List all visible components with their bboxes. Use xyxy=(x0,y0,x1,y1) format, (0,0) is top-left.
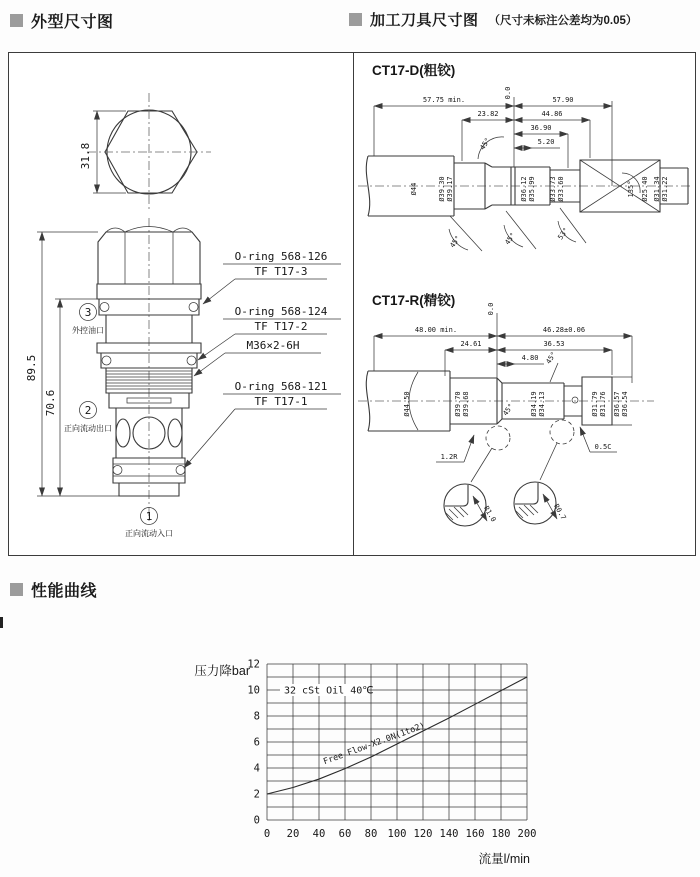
scan-edge-artifact xyxy=(0,617,3,628)
svg-text:Ø36.54: Ø36.54 xyxy=(621,391,629,417)
section-bullet-icon xyxy=(10,14,23,27)
svg-text:36.53: 36.53 xyxy=(543,340,565,348)
ct17d-angle-callouts xyxy=(448,208,586,251)
ct17r-datum: 0.0 xyxy=(487,302,495,316)
svg-text:0: 0 xyxy=(263,828,271,840)
ct17d-datum: 0.0 xyxy=(504,86,512,100)
oring-callout-3 xyxy=(184,380,341,468)
tooling-tolerance-note: （尺寸未标注公差均为0.05） xyxy=(488,14,638,27)
svg-text:180: 180 xyxy=(491,828,511,840)
outline-section-header xyxy=(10,9,114,32)
svg-text:Ø44: Ø44 xyxy=(410,182,418,196)
port-2-label xyxy=(64,402,112,434)
drawings-frame xyxy=(8,52,696,556)
svg-text:4: 4 xyxy=(253,762,260,775)
svg-text:TF T17-1: TF T17-1 xyxy=(254,395,308,408)
svg-text:1.2R: 1.2R xyxy=(440,453,458,461)
svg-text:Ø25.40: Ø25.40 xyxy=(641,176,649,202)
ct17r-drawing xyxy=(358,292,654,526)
svg-text:Ø35.99: Ø35.99 xyxy=(528,176,536,202)
ct17r-detail-b xyxy=(514,482,567,524)
svg-text:57.75 min.: 57.75 min. xyxy=(422,96,466,104)
svg-text:3: 3 xyxy=(84,306,92,319)
svg-text:46.28±0.06: 46.28±0.06 xyxy=(542,326,586,334)
svg-text:Ø31.76: Ø31.76 xyxy=(599,391,607,417)
port-1-label xyxy=(125,508,173,539)
performance-section-header xyxy=(10,578,97,601)
svg-text:0: 0 xyxy=(253,814,260,827)
svg-text:外控油口: 外控油口 xyxy=(72,326,104,335)
y-axis-label: 压力降bar xyxy=(194,664,250,678)
svg-text:20: 20 xyxy=(286,828,300,840)
svg-text:120: 120 xyxy=(413,828,433,840)
svg-text:M36×2-6H: M36×2-6H xyxy=(246,339,300,352)
performance-section-title: 性能曲线 xyxy=(31,583,98,600)
svg-text:57.90: 57.90 xyxy=(552,96,574,104)
svg-text:53°: 53° xyxy=(556,226,571,242)
svg-text:24.61: 24.61 xyxy=(460,340,482,348)
oil-condition-annotation: 32 cSt Oil 40℃ xyxy=(284,685,374,697)
svg-text:正向流动入口: 正向流动入口 xyxy=(125,529,173,538)
ct17r-title: CT17-R(精铰) xyxy=(372,293,456,308)
svg-text:1: 1 xyxy=(145,510,153,523)
svg-text:135°: 135° xyxy=(627,180,635,198)
svg-text:Ø33.73: Ø33.73 xyxy=(549,176,557,202)
svg-text:Ø31.79: Ø31.79 xyxy=(591,391,599,417)
thread-callout xyxy=(194,339,321,376)
svg-text:5.20: 5.20 xyxy=(537,138,555,146)
svg-text:100: 100 xyxy=(387,828,407,840)
svg-text:40: 40 xyxy=(312,828,326,840)
section-bullet-icon xyxy=(349,13,362,26)
dim-body-height: 70.6 xyxy=(44,389,57,417)
ct17d-drawing xyxy=(358,62,692,251)
section-bullet-icon xyxy=(10,583,23,596)
ct17d-title: CT17-D(粗铰) xyxy=(372,63,456,78)
svg-text:Ø36.57: Ø36.57 xyxy=(613,391,621,417)
svg-text:45°: 45° xyxy=(448,234,463,250)
dim-hex-across-flats: 31.8 xyxy=(79,142,92,170)
svg-text:Ø34.19: Ø34.19 xyxy=(530,391,538,417)
svg-text:45°: 45° xyxy=(544,350,559,366)
svg-text:Ø31.22: Ø31.22 xyxy=(661,176,669,202)
svg-text:6: 6 xyxy=(253,736,260,749)
ct17r-detail-a xyxy=(444,484,497,526)
svg-text:60: 60 xyxy=(338,828,352,840)
svg-text:0.5C: 0.5C xyxy=(594,443,612,451)
svg-text:10: 10 xyxy=(247,684,260,697)
tooling-section-header xyxy=(349,9,637,30)
oring-callout-1 xyxy=(203,250,341,304)
svg-text:200: 200 xyxy=(517,828,537,840)
svg-text:44.86: 44.86 xyxy=(541,110,563,118)
svg-text:80: 80 xyxy=(364,828,378,840)
x-axis-label: 流量l/min xyxy=(478,852,530,866)
svg-text:Ø33.60: Ø33.60 xyxy=(557,176,565,202)
tooling-dimension-drawing xyxy=(354,53,696,555)
svg-text:正向流动出口: 正向流动出口 xyxy=(64,424,112,433)
svg-text:45°: 45° xyxy=(478,136,493,152)
svg-text:Ø36.12: Ø36.12 xyxy=(520,176,528,202)
hex-top-view xyxy=(79,93,211,211)
svg-text:45°: 45° xyxy=(503,231,518,247)
outline-dimension-drawing xyxy=(9,53,353,555)
svg-text:Ø39.68: Ø39.68 xyxy=(462,391,470,417)
svg-text:O-ring 568-124: O-ring 568-124 xyxy=(234,305,328,318)
outline-section-title: 外型尺寸图 xyxy=(31,14,114,31)
svg-text:Ø34.13: Ø34.13 xyxy=(538,391,546,417)
svg-text:Ø39.70: Ø39.70 xyxy=(454,391,462,417)
svg-text:Ø39.30: Ø39.30 xyxy=(438,176,446,202)
svg-text:45°: 45° xyxy=(501,402,516,418)
valve-front-view xyxy=(97,218,201,523)
svg-text:4.80: 4.80 xyxy=(521,354,539,362)
svg-text:Ø31.34: Ø31.34 xyxy=(653,176,661,202)
svg-text:O-ring 568-126: O-ring 568-126 xyxy=(234,250,328,263)
dim-total-height: 89.5 xyxy=(25,354,38,382)
svg-text:TF T17-3: TF T17-3 xyxy=(254,265,308,278)
svg-text:8: 8 xyxy=(253,710,260,723)
svg-text:12: 12 xyxy=(247,658,260,671)
height-dimensions xyxy=(25,232,119,496)
performance-curve-chart xyxy=(150,640,570,877)
curve-series-label: Free Flow-X2.0N(1to2) xyxy=(322,721,427,768)
svg-text:Ø44.50: Ø44.50 xyxy=(403,391,411,417)
svg-text:140: 140 xyxy=(439,828,459,840)
svg-text:36.90: 36.90 xyxy=(530,124,552,132)
svg-text:2: 2 xyxy=(84,404,92,417)
svg-text:R1.0: R1.0 xyxy=(482,504,498,524)
svg-text:160: 160 xyxy=(465,828,485,840)
svg-text:R0.7: R0.7 xyxy=(552,502,568,522)
svg-text:O-ring 568-121: O-ring 568-121 xyxy=(234,380,328,393)
svg-text:Ø39.17: Ø39.17 xyxy=(446,176,454,202)
svg-text:23.82: 23.82 xyxy=(477,110,499,118)
svg-text:TF T17-2: TF T17-2 xyxy=(254,320,308,333)
svg-text:48.00 min.: 48.00 min. xyxy=(414,326,458,334)
tooling-section-title: 加工刀具尺寸图 xyxy=(370,12,479,29)
svg-text:2: 2 xyxy=(253,788,260,801)
